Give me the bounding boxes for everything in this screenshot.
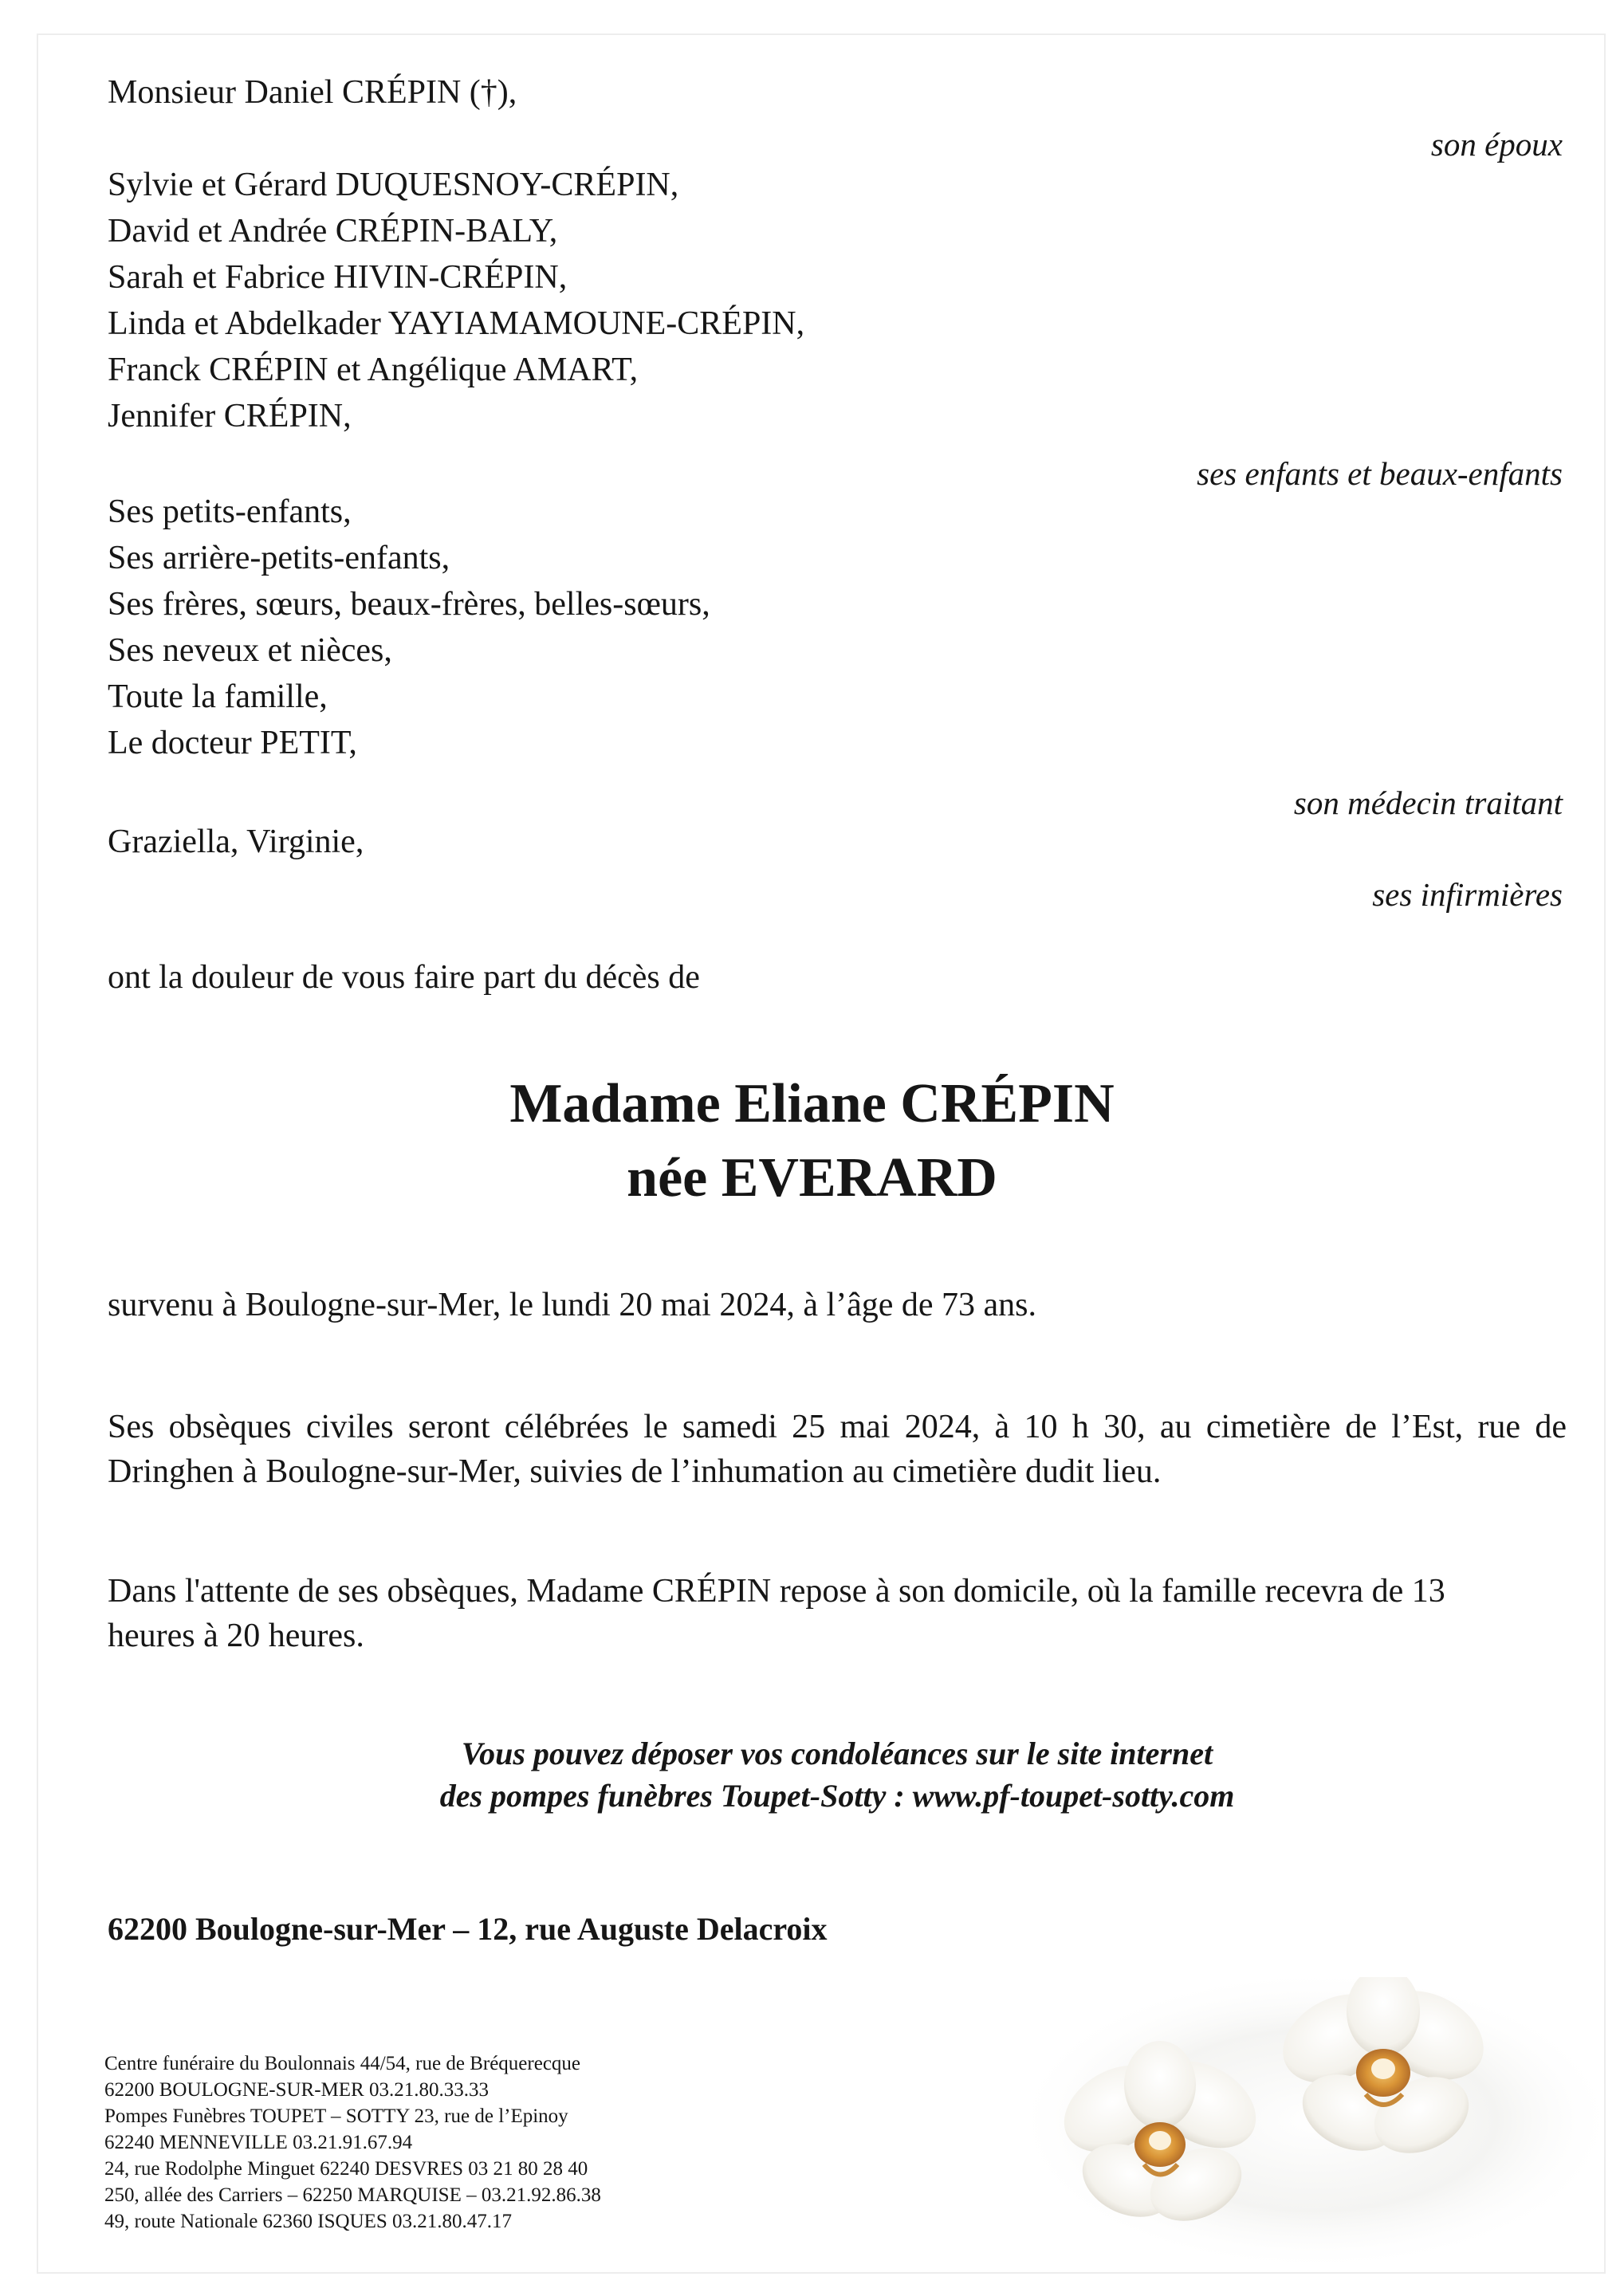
children-line-1: Sylvie et Gérard DUQUESNOY-CRÉPIN,	[108, 167, 679, 203]
funeral-home-footer	[104, 2050, 601, 2235]
deceased-name: Madame Eliane CRÉPIN	[509, 1073, 1115, 1134]
footer-line-2: 62200 BOULOGNE-SUR-MER 03.21.80.33.33	[104, 2079, 489, 2101]
children-line-5: Franck CRÉPIN et Angélique AMART,	[108, 352, 639, 388]
relatives-line-1: Ses petits-enfants,	[108, 493, 352, 530]
footer-line-4: 62240 MENNEVILLE 03.21.91.67.94	[104, 2132, 413, 2153]
children-line-6: Jennifer CRÉPIN,	[108, 398, 352, 434]
deceased-maiden-name: née EVERARD	[627, 1147, 997, 1209]
footer-line-7: 49, route Nationale 62360 ISQUES 03.21.80.47.17	[104, 2211, 513, 2232]
relatives-line-2: Ses arrière-petits-enfants,	[108, 540, 450, 576]
spouse-role: son époux	[1430, 126, 1563, 163]
relatives-line-4: Ses neveux et nièces,	[108, 632, 392, 669]
relatives-line-3: Ses frères, sœurs, beaux-frères, belles-sœurs,	[108, 586, 710, 623]
death-details: survenu à Boulogne-sur-Mer, le lundi 20 mai 2024, à l’âge de 73 ans.	[108, 1287, 1037, 1323]
footer-line-3: Pompes Funèbres TOUPET – SOTTY 23, rue de l’Epinoy	[104, 2105, 568, 2127]
nurses-names: Graziella, Virginie,	[108, 824, 364, 860]
children-line-2: David et Andrée CRÉPIN-BALY,	[108, 213, 558, 250]
condolences-line-1: Vous pouvez déposer vos condoléances sur le site internet	[461, 1736, 1213, 1771]
relatives-line-6: Le docteur PETIT,	[108, 725, 357, 761]
rest-details: Dans l'attente de ses obsèques, Madame CRÉPIN repose à son domicile, où la famille recevra de 13 heures à 20 heures.	[108, 1573, 1445, 1654]
nurses-role: ses infirmières	[1372, 876, 1563, 913]
family-address: 62200 Boulogne-sur-Mer – 12, rue Auguste Delacroix	[108, 1911, 828, 1947]
relatives-line-5: Toute la famille,	[108, 678, 328, 715]
children-role: ses enfants et beaux-enfants	[1197, 455, 1563, 492]
condolences-line-2: des pompes funèbres Toupet-Sotty : www.pf-toupet-sotty.com	[439, 1778, 1235, 1814]
doctor-role: son médecin traitant	[1293, 784, 1563, 821]
footer-line-1: Centre funéraire du Boulonnais 44/54, rue de Bréquerecque	[104, 2053, 581, 2074]
footer-line-5: 24, rue Rodolphe Minguet 62240 DESVRES 03 21 80 28 40	[104, 2158, 588, 2180]
footer-line-6: 250, allée des Carriers – 62250 MARQUISE – 03.21.92.86.38	[104, 2184, 601, 2206]
spouse-name: Monsieur Daniel CRÉPIN (†),	[108, 74, 517, 111]
children-line-4: Linda et Abdelkader YAYIAMAMOUNE-CRÉPIN,	[108, 305, 805, 342]
orchid-flowers-icon	[981, 1977, 1610, 2272]
children-line-3: Sarah et Fabrice HIVIN-CRÉPIN,	[108, 259, 568, 296]
funeral-details: Ses obsèques civiles seront célébrées le samedi 25 mai 2024, à 10 h 30, au cimetière de l’Est, rue de Dringhen à Boulogne-sur-Mer, suivies de l’inhumation au cimetière dudit lieu.	[108, 1409, 1567, 1490]
announcement: ont la douleur de vous faire part du décès de	[108, 959, 700, 996]
